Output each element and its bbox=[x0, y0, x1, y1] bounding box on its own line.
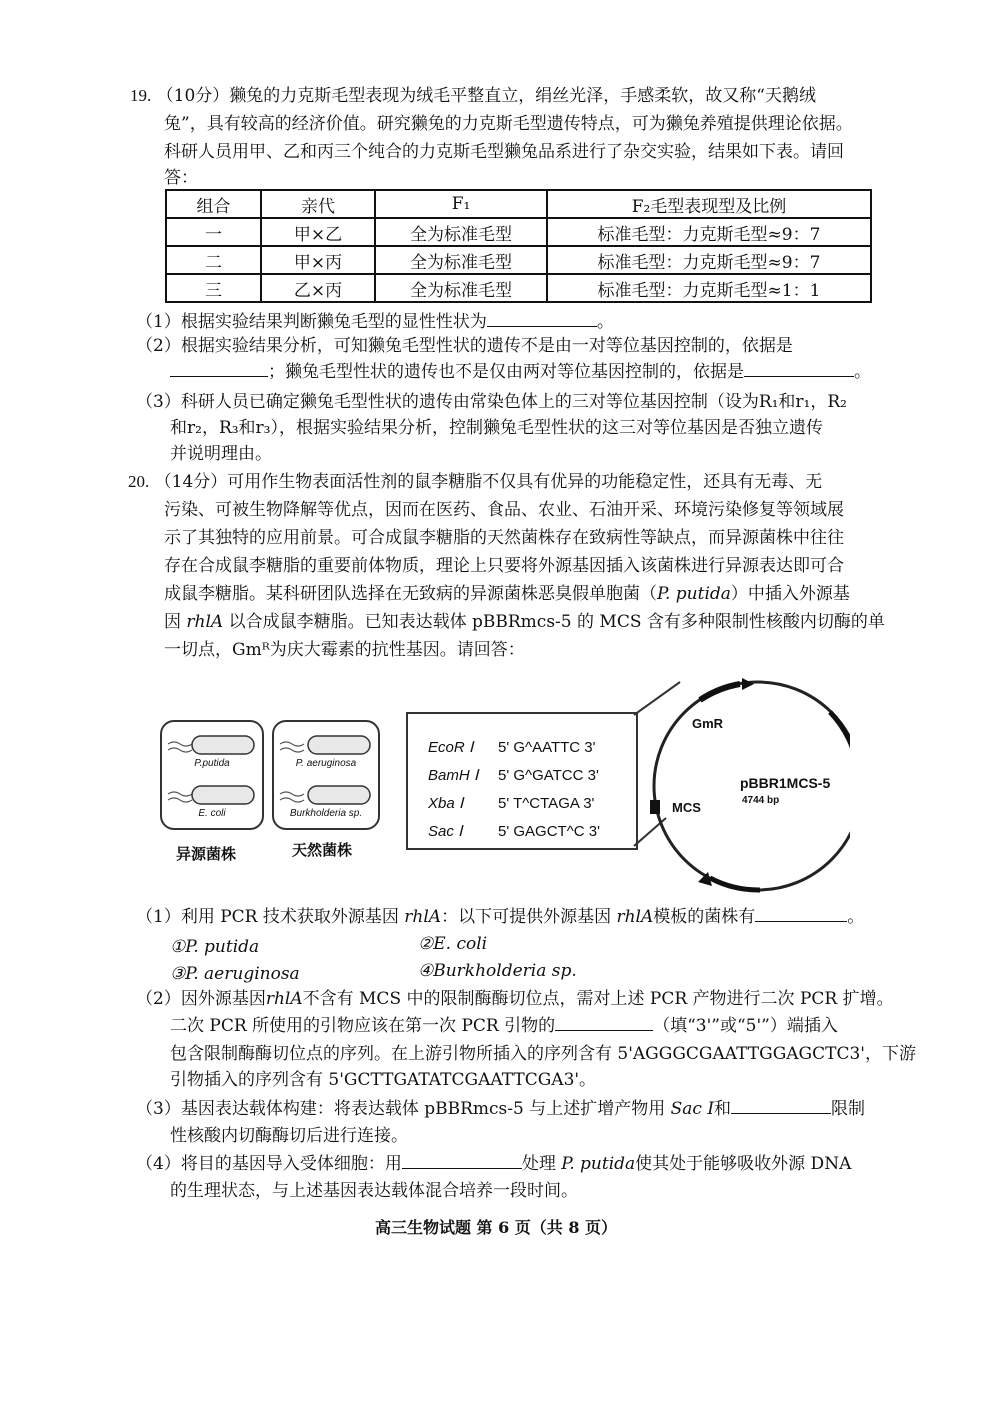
q20-sub2-line1 bbox=[136, 985, 894, 1013]
enzyme-site: 5' GAGCT^C 3' bbox=[498, 823, 600, 840]
enzyme-name: Xba Ⅰ bbox=[428, 795, 464, 812]
species-name: P. putida bbox=[657, 584, 731, 604]
enzyme-row bbox=[428, 762, 600, 790]
enzyme-site: 5' G^GATCC 3' bbox=[498, 767, 599, 784]
cell: 甲×丙 bbox=[261, 246, 375, 274]
enzyme-name: BamH Ⅰ bbox=[428, 767, 479, 784]
mcs-marker bbox=[650, 800, 660, 814]
q20-line-1 bbox=[128, 468, 822, 496]
q20-sub2-line2 bbox=[170, 1012, 838, 1040]
option-4: ④Burkholderia sp. bbox=[418, 961, 577, 981]
q20-sub2-line2-pre: 二次 PCR 所使用的引物应该在第一次 PCR 引物的 bbox=[170, 1016, 556, 1036]
q19-sub3-line2: 和r₂，R₃和r₃），根据实验结果分析，控制獭兔毛型性状的这三对等位基因是否独立遗传 bbox=[170, 418, 823, 438]
q20-sub2-line3: 包含限制酶酶切位点的序列。在上游引物所插入的序列含有 5'AGGGCGAATTGGAGCTC3'，下游 bbox=[170, 1044, 916, 1064]
q20-line5-post: ）中插入外源基 bbox=[730, 584, 850, 604]
q20-sub3-line2: 性核酸内切酶酶切后进行连接。 bbox=[170, 1126, 408, 1146]
enzyme-name: Sac Ⅰ bbox=[428, 823, 463, 840]
q20-sub1-mid2: 模板的菌株有 bbox=[653, 907, 756, 927]
q19-sub3-line3: 并说明理由。 bbox=[170, 444, 272, 464]
answer-blank[interactable] bbox=[744, 358, 854, 377]
cell: 二 bbox=[166, 246, 261, 274]
q19-line-3: 科研人员用甲、乙和丙三个纯合的力克斯毛型獭兔品系进行了杂交实验，结果如下表。请回 bbox=[164, 142, 844, 162]
enzyme-name: EcoR Ⅰ bbox=[428, 739, 474, 756]
q20-text-1: （14分）可用作生物表面活性剂的鼠李糖脂不仅具有优异的功能稳定性，还具有无毒、无 bbox=[154, 472, 823, 492]
page-footer: 高三生物试题 第 6 页（共 8 页） bbox=[374, 1218, 618, 1237]
q20-sub3-mid: 和 bbox=[714, 1099, 732, 1119]
header-combo: 组合 bbox=[166, 190, 261, 218]
enzyme-site: 5' G^AATTC 3' bbox=[498, 739, 596, 756]
header-f1: F₁ bbox=[375, 190, 547, 218]
q20-sub1-mid: ：以下可提供外源基因 bbox=[441, 907, 617, 927]
burkholderia-label: Burkholderia sp. bbox=[289, 808, 363, 819]
q20-sub1-pre: （1）利用 PCR 技术获取外源基因 bbox=[136, 907, 405, 927]
q19-sub1-text: （1）根据实验结果判断獭兔毛型的显性性状为 bbox=[136, 312, 487, 332]
caption-natural: 天然菌株 bbox=[292, 841, 353, 859]
q19-sub2-mid: ；獭兔毛型性状的遗传也不是仅由两对等位基因控制的，依据是 bbox=[268, 362, 744, 382]
natural-strains-box bbox=[272, 720, 380, 830]
table-row bbox=[166, 246, 871, 274]
e-coli-label: E. coli bbox=[198, 808, 226, 819]
q19-sub3-line1: （3）科研人员已确定獭兔毛型性状的遗传由常染色体上的三对等位基因控制（设为R₁和r₁，R₂ bbox=[136, 392, 847, 412]
gene-name: rhlA bbox=[265, 989, 303, 1009]
q19-line-4: 答： bbox=[164, 168, 198, 188]
cell: 全为标准毛型 bbox=[375, 218, 547, 246]
enzyme-row bbox=[428, 790, 600, 818]
connector-line bbox=[634, 682, 680, 715]
gene-arc bbox=[830, 712, 850, 770]
header-f2: F₂毛型表现型及比例 bbox=[547, 190, 871, 218]
table-row bbox=[166, 274, 871, 302]
cell: 全为标准毛型 bbox=[375, 246, 547, 274]
q20-sub2-pre: （2）因外源基因 bbox=[136, 989, 266, 1009]
gm-gene-arc bbox=[700, 684, 740, 700]
enzyme-list bbox=[428, 734, 600, 846]
q19-line-2: 兔”，具有较高的经济价值。研究獭兔的力克斯毛型遗传特点，可为獭兔养殖提供理论依据。 bbox=[164, 114, 853, 134]
answer-blank[interactable] bbox=[555, 1012, 653, 1031]
table-header-row bbox=[166, 190, 871, 218]
q19-number: 19. bbox=[130, 86, 152, 105]
table-row bbox=[166, 218, 871, 246]
q19-text-1: （10分）獭兔的力克斯毛型表现为绒毛平整直立，绢丝光泽，手感柔软，故又称“天鹅绒 bbox=[156, 86, 816, 106]
cell: 甲×乙 bbox=[261, 218, 375, 246]
q20-sub3-line1 bbox=[136, 1095, 865, 1123]
q20-line6-pre: 因 bbox=[164, 612, 181, 632]
q20-sub1-end: 。 bbox=[847, 907, 865, 927]
q20-sub4-post: 使其处于能够吸收外源 DNA bbox=[635, 1154, 852, 1174]
plasmid-size: 4744 bp bbox=[742, 795, 780, 806]
gene-name: rhlA bbox=[404, 907, 442, 927]
q20-number: 20. bbox=[128, 472, 150, 491]
q20-sub2-line2-post: （填“3'”或“5'”）端插入 bbox=[653, 1016, 838, 1036]
answer-blank[interactable] bbox=[170, 358, 268, 377]
q19-sub2-line1: （2）根据实验结果分析，可知獭兔毛型性状的遗传不是由一对等位基因控制的，依据是 bbox=[136, 336, 793, 356]
option-3: ③P. aeruginosa bbox=[170, 964, 300, 984]
enzyme-site-box bbox=[406, 712, 638, 850]
mcs-label: MCS bbox=[672, 800, 701, 815]
q20-line-7: 一切点，Gmᴿ为庆大霉素的抗性基因。请回答： bbox=[164, 640, 525, 660]
q20-sub4-mid: 处理 bbox=[521, 1154, 562, 1174]
heterologous-strains-box bbox=[160, 720, 264, 830]
cell: 标准毛型：力克斯毛型≈9：7 bbox=[547, 218, 871, 246]
q20-line-3: 示了其独特的应用前景。可合成鼠李糖脂的天然菌株存在致病性等缺点，而异源菌株中往往 bbox=[164, 528, 844, 548]
gene-name: rhlA bbox=[186, 612, 224, 632]
q19-sub1-end: 。 bbox=[596, 312, 614, 332]
q20-line6-post: 以合成鼠李糖脂。已知表达载体 pBBRmcs-5 的 MCS 含有多种限制性核酸内切酶的单 bbox=[228, 612, 885, 632]
cell: 一 bbox=[166, 218, 261, 246]
q20-line-6 bbox=[164, 608, 885, 636]
q20-sub3-pre: （3）基因表达载体构建：将表达载体 pBBRmcs-5 与上述扩增产物用 bbox=[136, 1099, 671, 1119]
answer-blank[interactable] bbox=[487, 308, 597, 327]
q19-line-1 bbox=[130, 82, 816, 110]
answer-blank[interactable] bbox=[755, 903, 847, 922]
q19-sub2-line2 bbox=[170, 358, 871, 386]
cell: 乙×丙 bbox=[261, 274, 375, 302]
q20-line-4: 存在合成鼠李糖脂的重要前体物质，理论上只要将外源基因插入该菌株进行异源表达即可合 bbox=[164, 556, 844, 576]
q20-sub4-line1 bbox=[136, 1150, 851, 1178]
enzyme-site: 5' T^CTAGA 3' bbox=[498, 795, 595, 812]
plasmid-name: pBBR1MCS-5 bbox=[740, 775, 831, 791]
species-name: P. putida bbox=[561, 1154, 636, 1174]
answer-blank[interactable] bbox=[402, 1150, 522, 1169]
gene-name: rhlA bbox=[616, 907, 654, 927]
q20-sub4-pre: （4）将目的基因导入受体细胞：用 bbox=[136, 1154, 402, 1174]
option-2: ②E. coli bbox=[418, 934, 488, 954]
answer-blank[interactable] bbox=[731, 1095, 831, 1114]
cell: 标准毛型：力克斯毛型≈9：7 bbox=[547, 246, 871, 274]
q20-sub2-line4: 引物插入的序列含有 5'GCTTGATATCGAATTCGA3'。 bbox=[170, 1070, 597, 1090]
q20-line5-pre: 成鼠李糖脂。某科研团队选择在无致病的异源菌株恶臭假单胞菌（ bbox=[164, 584, 657, 604]
q20-sub4-line2: 的生理状态，与上述基因表达载体混合培养一段时间。 bbox=[170, 1181, 578, 1201]
q20-sub2-post: 不含有 MCS 中的限制酶酶切位点，需对上述 PCR 产物进行二次 PCR 扩增。 bbox=[302, 989, 894, 1009]
q20-line-5 bbox=[164, 580, 850, 608]
p-aeruginosa-label: P. aeruginosa bbox=[295, 758, 357, 769]
q19-sub2-end: 。 bbox=[854, 362, 871, 382]
p-putida-label: P.putida bbox=[194, 758, 230, 769]
option-1: ①P. putida bbox=[170, 937, 260, 957]
enzyme-row bbox=[428, 818, 600, 846]
cross-results-table bbox=[165, 189, 872, 303]
cell: 三 bbox=[166, 274, 261, 302]
enzyme-row bbox=[428, 734, 600, 762]
q20-line-2: 污染、可被生物降解等优点，因而在医药、食品、农业、石油开采、环境污染修复等领域展 bbox=[164, 500, 844, 520]
cell: 标准毛型：力克斯毛型≈1：1 bbox=[547, 274, 871, 302]
gm-label: GmR bbox=[692, 716, 724, 731]
q20-sub1 bbox=[136, 903, 864, 931]
enzyme-name: Sac Ⅰ bbox=[670, 1099, 715, 1119]
gene-arc bbox=[710, 878, 760, 890]
caption-heterologous: 异源菌株 bbox=[176, 845, 237, 863]
arrow-icon bbox=[742, 678, 754, 690]
cell: 全为标准毛型 bbox=[375, 274, 547, 302]
header-parents: 亲代 bbox=[261, 190, 375, 218]
q20-sub3-post: 限制 bbox=[831, 1099, 866, 1119]
